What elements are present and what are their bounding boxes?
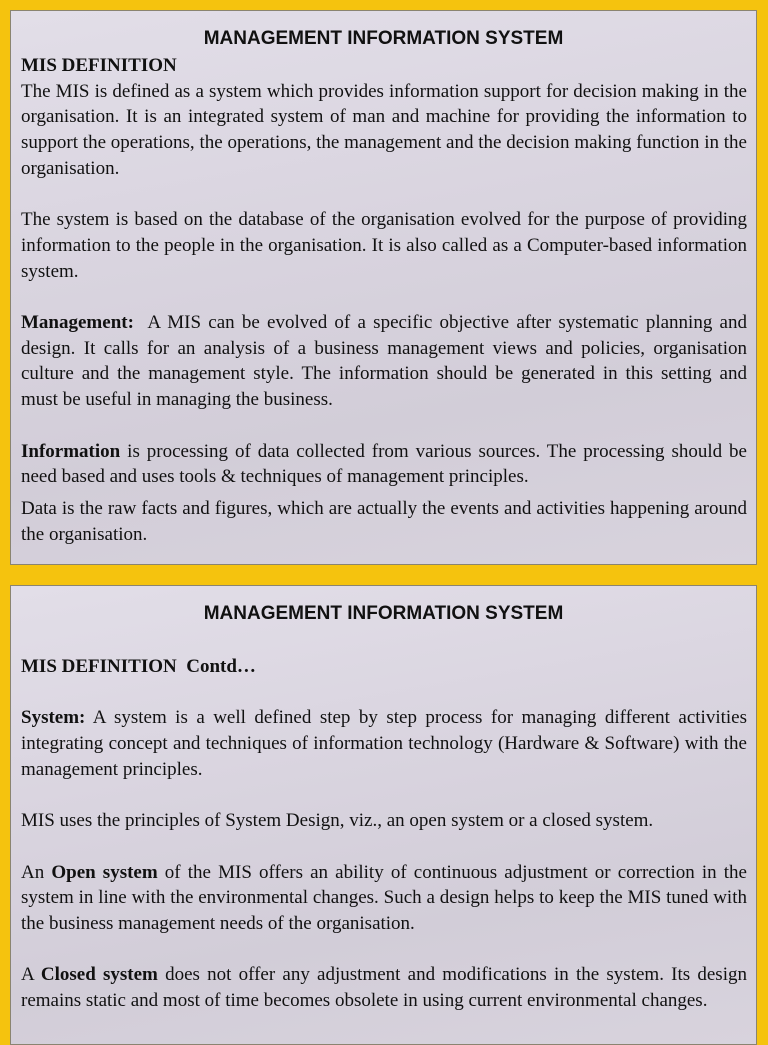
slide-body	[21, 53, 752, 547]
closed-system-paragraph: A Closed system does not offer any adjustment and modifications in the system. Its design remains static and most of time becomes obsolete in using current environmental changes.	[21, 964, 747, 1012]
definition-paragraph: The MIS is defined as a system which provides information support for decision making in the organisation. It is an integrated system of man and machine for providing the information to support the operations, the operations, the management and the decision making function in the organisation.	[21, 80, 747, 179]
database-paragraph: The system is based on the database of the organisation evolved for the purpose of providing information to the people in the organisation. It is also called as a Computer-based information system.	[21, 209, 747, 282]
principles-paragraph: MIS uses the principles of System Design, viz., an open system or a closed system.	[21, 810, 654, 832]
section-heading: MIS DEFINITION	[21, 55, 177, 76]
slide-title: MANAGEMENT INFORMATION SYSTEM	[203, 603, 564, 624]
system-term: System:	[21, 707, 86, 729]
management-paragraph: Management: A MIS can be evolved of a specific objective after systematic planning and design. It calls for an analysis of a business management views and policies, organisation culture and the management style. The information should be generated in this setting and must be useful in managing the business.	[21, 312, 752, 411]
information-paragraph: Information is processing of data collected from various sources. The processing should be need based and uses tools & techniques of management principles.	[21, 440, 747, 488]
slide-body	[21, 654, 747, 1014]
slide-mis-definition-contd	[10, 585, 757, 1045]
section-heading: MIS DEFINITION Contd…	[21, 656, 256, 677]
closed-system-term: Closed system	[40, 964, 158, 986]
system-paragraph: System: A system is a well defined step by step process for managing different activities integrating concept and techniques of information technology (Hardware & Software) with the management principles.	[21, 707, 747, 780]
data-paragraph: Data is the raw facts and figures, which are actually the events and activities happening around the organisation.	[21, 497, 747, 545]
open-system-paragraph: An Open system of the MIS offers an ability of continuous adjustment or correction in the system in line with the environmental changes. Such a design helps to keep the MIS tuned with the business management needs of the organisation.	[21, 861, 747, 934]
open-system-term: Open system	[51, 861, 158, 883]
management-term: Management:	[21, 312, 134, 333]
information-term: Information	[21, 440, 121, 462]
slide-title: MANAGEMENT INFORMATION SYSTEM	[203, 28, 564, 49]
slide-mis-definition	[10, 10, 757, 565]
